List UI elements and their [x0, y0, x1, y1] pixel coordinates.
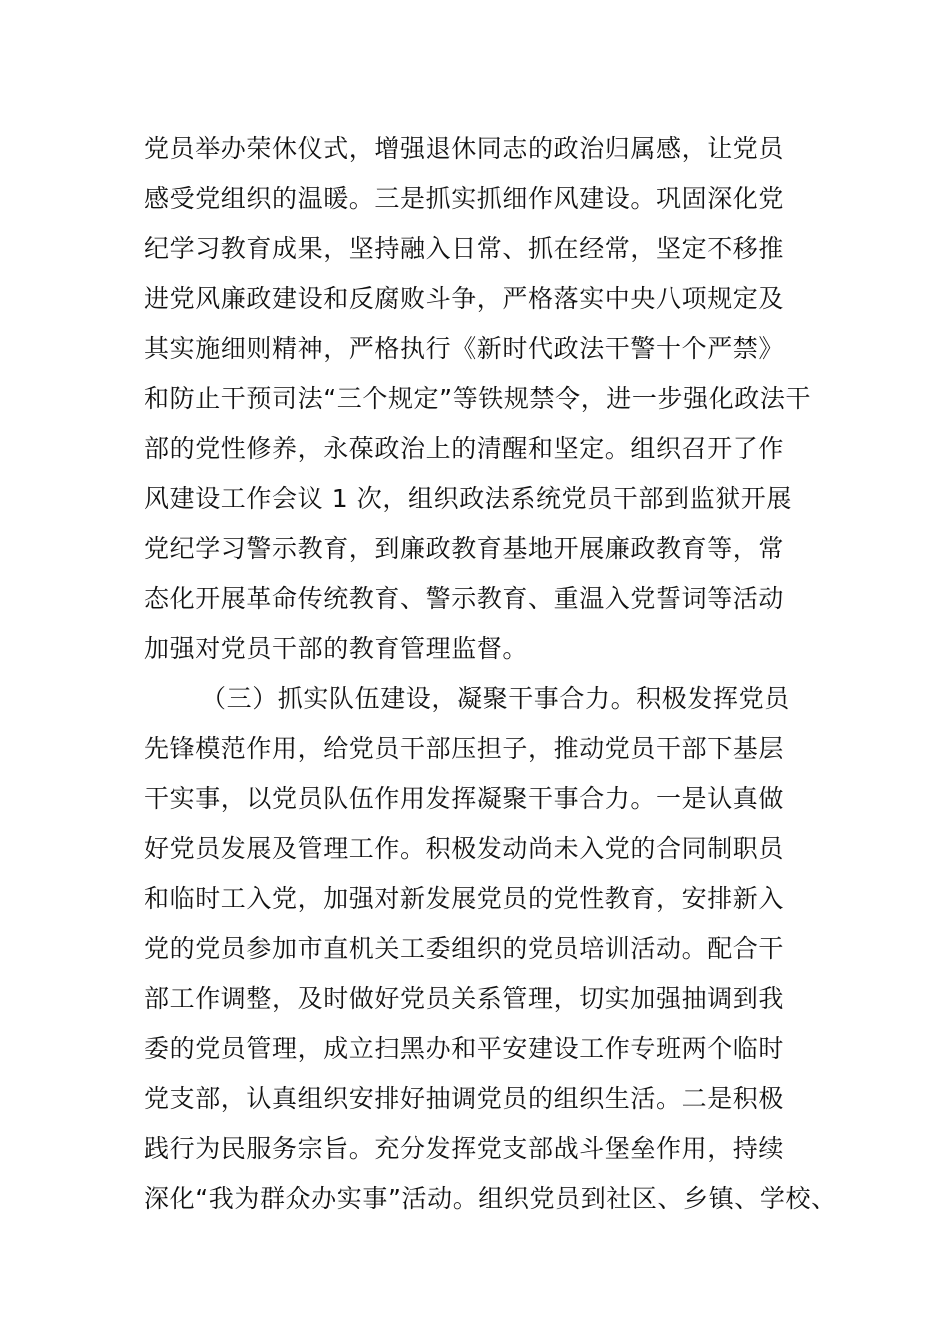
text-line: 部工作调整，及时做好党员关系管理，切实加强抽调到我 [144, 984, 785, 1013]
text-line: 干实事，以党员队伍作用发挥凝聚干事合力。一是认真做 [144, 784, 785, 813]
text-line: 委的党员管理，成立扫黑办和平安建设工作专班两个临时 [144, 1034, 785, 1063]
text-line: 部的党性修养，永葆政治上的清醒和坚定。组织召开了作 [144, 434, 785, 463]
text-line: 风建设工作会议 1 次，组织政法系统党员干部到监狱开展 [144, 484, 793, 513]
text-line: 党纪学习警示教育，到廉政教育基地开展廉政教育等，常 [144, 534, 785, 563]
text-line: 和防止干预司法“三个规定”等铁规禁令，进一步强化政法干 [144, 384, 812, 413]
text-line: 党员举办荣休仪式，增强退休同志的政治归属感，让党员 [144, 134, 785, 163]
text-line: 加强对党员干部的教育管理监督。 [144, 634, 529, 663]
text-line: 进党风廉政建设和反腐败斗争，严格落实中央八项规定及 [144, 284, 785, 313]
text-line: 党的党员参加市直机关工委组织的党员培训活动。配合干 [144, 934, 785, 963]
text-line: 其实施细则精神，严格执行《新时代政法干警十个严禁》 [144, 334, 785, 363]
text-line: 好党员发展及管理工作。积极发动尚未入党的合同制职员 [144, 834, 785, 863]
text-line: 感受党组织的温暖。三是抓实抓细作风建设。巩固深化党 [144, 184, 785, 213]
text-line: 先锋模范作用，给党员干部压担子，推动党员干部下基层 [144, 734, 785, 763]
text-line: 纪学习教育成果，坚持融入日常、抓在经常，坚定不移推 [144, 234, 785, 263]
text-line: 深化“我为群众办实事”活动。组织党员到社区、乡镇、学校、 [144, 1184, 837, 1213]
text-line: 党支部，认真组织安排好抽调党员的组织生活。二是积极 [144, 1084, 785, 1113]
text-line: 态化开展革命传统教育、警示教育、重温入党誓词等活动 [144, 584, 785, 613]
section-heading-line: （三）抓实队伍建设，凝聚干事合力。积极发挥党员 [201, 684, 790, 713]
text-line: 和临时工入党，加强对新发展党员的党性教育，安排新入 [144, 884, 785, 913]
text-line: 践行为民服务宗旨。充分发挥党支部战斗堡垒作用，持续 [144, 1134, 785, 1163]
